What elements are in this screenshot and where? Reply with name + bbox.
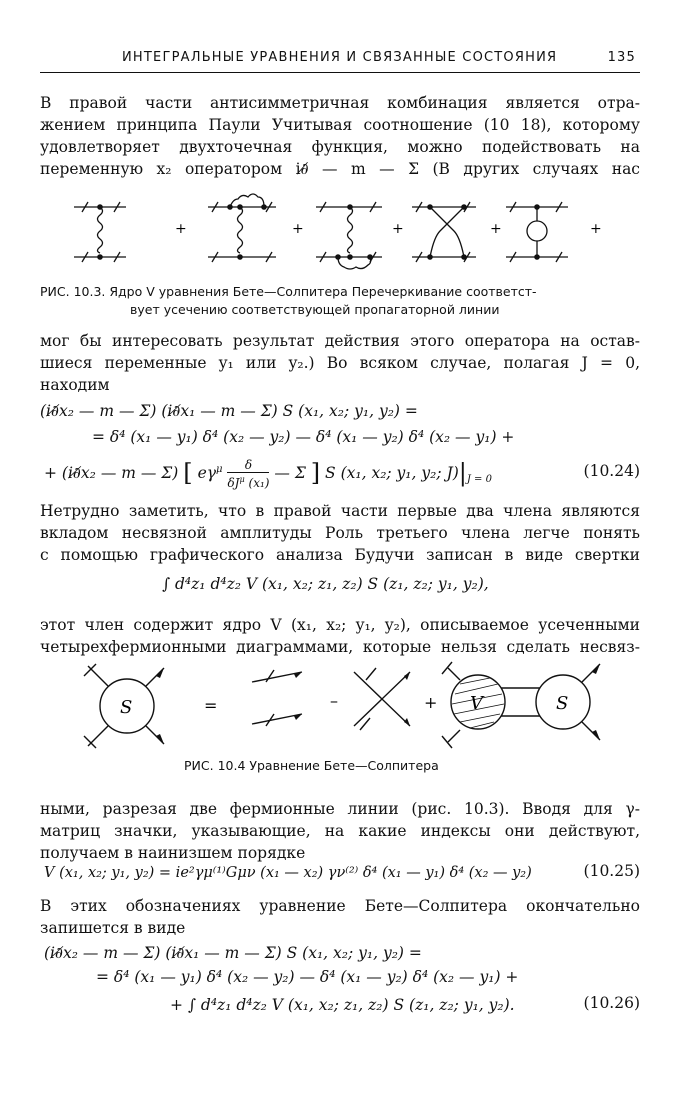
caption-line: РИС. 10.3. Ядро V уравнения Бете—Солпитера Перечеркивание соответст- [40,284,537,299]
eq-term: + (i∂̸x₂ — m — Σ) [44,464,179,482]
convolution-formula: ∫ d⁴z₁ d⁴z₂ V (x₁, x₂; z₁, z₂) S (z₁, z₂; y₁, y₂), [162,575,489,593]
figure-10-3 [60,185,620,275]
equation-number: (10.24) [583,462,640,480]
paragraph-5 [40,798,640,864]
text-line: запишется в виде [40,919,186,937]
s-label: S [120,697,133,718]
equation-10-24-line-3: + (i∂̸x₂ — m — Σ) [ $e\gamma^\mu$ δ $\delta J^\mu$ (x₁) — Σ ] S (x₁, x₂; y₁, y₂; $J)|_{J = 0}$ [44,458,492,490]
text-line: жением принципа Паули Учитывая соотношение (10 18), которому [40,116,640,134]
text-line: Нетрудно заметить, что в правой части первые два члена являются [40,502,640,520]
text-line: удовлетворяет двухточечная функция, можно подействовать на [40,138,640,156]
eq-index: μ [239,475,245,484]
text-line: этот член содержит ядро V (x₁, x₂; y₁, y₂), описываемое усеченными [40,616,640,634]
text-line: четырехфермионными диаграммами, которые нельзя сделать несвяз- [40,638,640,656]
eq-condition: J = 0 [466,474,492,486]
eq-term: eγ [197,464,216,482]
frac-denominator-arg: (x₁) [248,476,270,490]
paragraph-3 [40,500,640,566]
kernel-diagram-photon-exchange [74,202,126,262]
plus-sign: + [292,221,304,237]
plus-sign: + [175,221,187,237]
text-line: матриц значки, указывающие, на какие индексы они действуют, [40,822,640,840]
plus-sign: + [490,221,502,237]
eq-term: — Σ [274,464,306,482]
equation-10-26-line-1: (i∂̸x₂ — m — Σ) (i∂̸x₁ — m — Σ) S (x₁, x₂; y₁, y₂) = [44,944,422,962]
text-line: вкладом несвязной амплитуды Роль третьего члена легче понять [40,524,640,542]
eq-term: S (x₁, x₂; y₁, y₂; J) [325,464,459,482]
kernel-diagram-crossed [412,202,476,262]
plus-sign: + [424,693,438,712]
text-line: В этих обозначениях уравнение Бете—Солпитера окончательно [40,897,640,915]
equation-number: (10.25) [583,862,640,880]
s-label: S [556,693,569,714]
plus-sign: + [590,221,602,237]
equation-number: (10.26) [583,994,640,1012]
text-line: шиеся переменные y₁ или y₂.) Во всяком случае, полагая J = 0, [40,354,640,372]
figure-10-4 [70,660,630,760]
kernel-diagram-top-correction [208,194,276,262]
equation-10-26-line-2: = δ⁴ (x₁ — y₁) δ⁴ (x₂ — y₂) — δ⁴ (x₁ — y₂) δ⁴ (x₂ — y₁) + [96,968,519,986]
plus-sign: + [392,221,404,237]
paragraph-6 [40,895,640,939]
text-line: получаем в наинизшем порядке [40,844,306,862]
text-line: В правой части антисимметричная комбинация является отра- [40,94,640,112]
paragraph-2 [40,330,640,396]
caption-line: вует усечению соответствующей пропагаторной линии [130,302,500,317]
text-line: ными, разрезая две фермионные линии (рис. 10.3). Вводя для γ- [40,800,640,818]
equation-10-24-line-1: (i∂̸x₂ — m — Σ) (i∂̸x₁ — m — Σ) S (x₁, x₂; y₁, y₂) = [40,402,418,420]
text-line: переменную x₂ оператором i∂̸ — m — Σ (В других случаях нас [40,160,640,178]
equation-10-25: V (x₁, x₂; y₁, y₂) = ie²γμ⁽¹⁾Gμν (x₁ — x₂) γν⁽²⁾ δ⁴ (x₁ — y₁) δ⁴ (x₂ — y₂) [44,865,532,881]
figure-caption-10-4: РИС. 10.4 Уравнение Бете—Солпитера [184,758,439,773]
kernel-diagram-vacuum-polarization [506,202,568,262]
text-line: находим [40,376,110,394]
header-rule [40,72,640,73]
disconnected-lines [252,670,302,726]
figure-caption-10-3 [40,283,640,319]
text-line: мог бы интересовать результат действия этого оператора на остав- [40,332,640,350]
paragraph-4 [40,614,640,658]
equation-10-26-line-3: + ∫ d⁴z₁ d⁴z₂ V (x₁, x₂; z₁, z₂) S (z₁, z₂; y₁, y₂). [170,996,515,1014]
equals-sign: = [204,696,218,715]
frac-denominator: δJ [227,476,240,490]
paragraph-1 [40,92,640,180]
page-number: 135 [607,50,636,65]
v-blob [442,662,540,748]
equation-10-24-line-2: = δ⁴ (x₁ — y₁) δ⁴ (x₂ — y₂) — δ⁴ (x₁ — y₂) δ⁴ (x₂ — y₁) + [92,428,515,446]
v-label: V [470,693,483,714]
text-line: с помощью графического анализа Будучи записан в виде свертки [40,546,640,564]
frac-numerator: δ [227,458,269,473]
header-title: ИНТЕГРАЛЬНЫЕ УРАВНЕНИЯ И СВЯЗАННЫЕ СОСТОЯНИЯ [122,50,558,65]
minus-sign: – [330,691,338,710]
eq-index: μ [216,463,223,475]
crossed-lines [354,668,410,730]
